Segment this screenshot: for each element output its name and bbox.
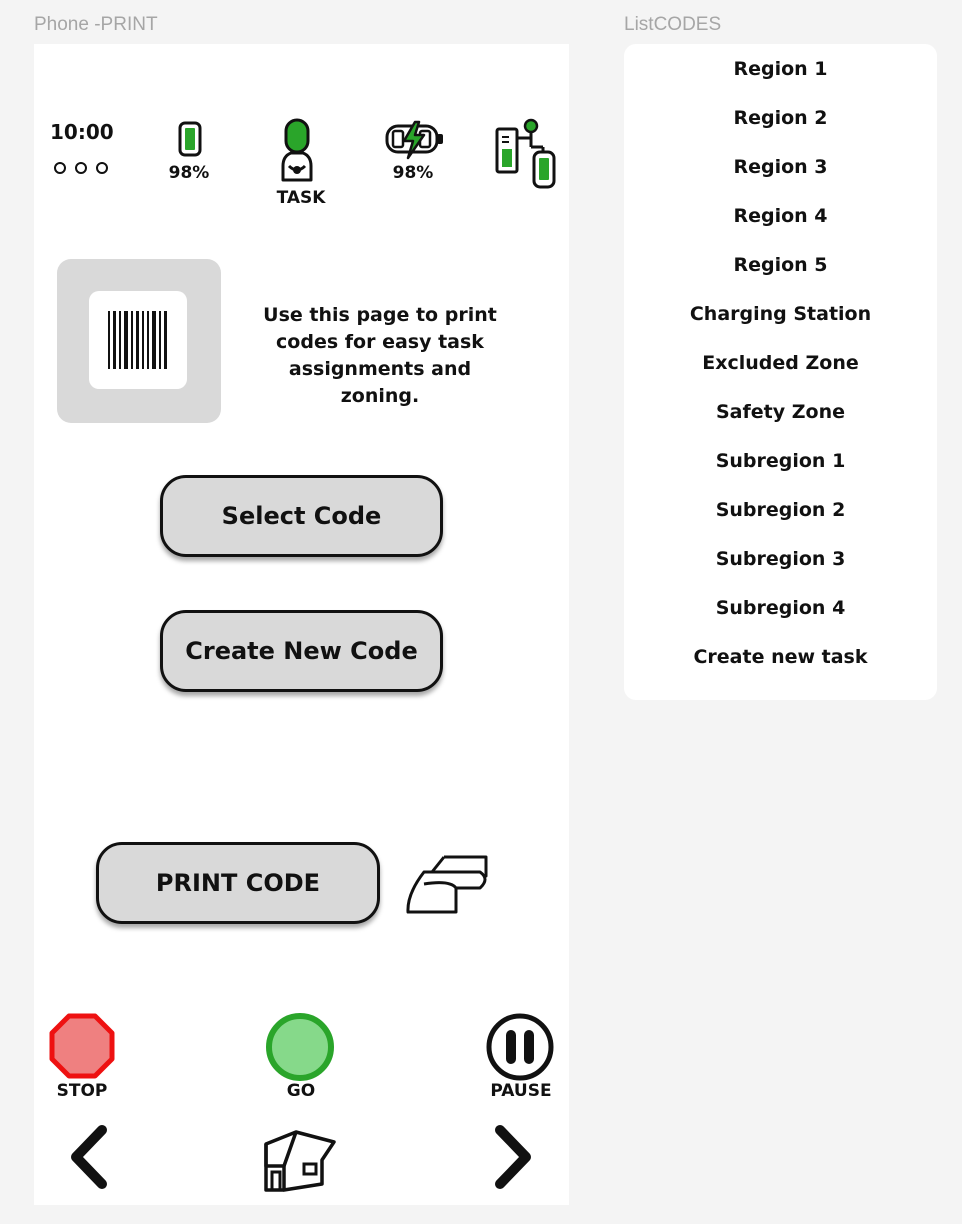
forward-chevron-icon[interactable] bbox=[490, 1122, 536, 1192]
code-item-subregion-3[interactable]: Subregion 3 bbox=[715, 548, 846, 570]
code-list-panel bbox=[624, 44, 937, 700]
code-item-region-1[interactable]: Region 1 bbox=[733, 58, 828, 80]
task-person-icon[interactable] bbox=[277, 118, 317, 184]
print-code-button[interactable]: PRINT CODE bbox=[96, 842, 380, 924]
back-chevron-icon[interactable] bbox=[66, 1122, 112, 1192]
code-item-region-3[interactable]: Region 3 bbox=[733, 156, 828, 178]
printer-paper-icon bbox=[404, 854, 492, 916]
robot-battery-percent: 98% bbox=[392, 163, 434, 183]
list-frame-label: ListCODES bbox=[624, 14, 722, 35]
code-item-region-2[interactable]: Region 2 bbox=[733, 107, 828, 129]
pause-icon[interactable] bbox=[485, 1012, 555, 1082]
more-menu-icon[interactable] bbox=[54, 162, 108, 174]
go-label: GO bbox=[286, 1081, 316, 1101]
code-item-subregion-1[interactable]: Subregion 1 bbox=[715, 450, 846, 472]
stop-icon[interactable] bbox=[49, 1013, 115, 1079]
code-item-excluded-zone[interactable]: Excluded Zone bbox=[702, 352, 859, 374]
phone-frame-label: Phone -PRINT bbox=[34, 14, 158, 35]
select-code-button[interactable]: Select Code bbox=[160, 475, 443, 557]
charging-battery-icon bbox=[384, 120, 446, 160]
phone-screen bbox=[34, 44, 569, 1205]
stop-label: STOP bbox=[56, 1081, 108, 1101]
task-label: TASK bbox=[276, 188, 326, 208]
code-item-charging-station[interactable]: Charging Station bbox=[689, 303, 872, 325]
network-devices-icon[interactable] bbox=[494, 116, 558, 190]
phone-battery-icon bbox=[178, 121, 202, 157]
code-item-subregion-4[interactable]: Subregion 4 bbox=[715, 597, 846, 619]
create-new-code-button[interactable]: Create New Code bbox=[160, 610, 443, 692]
go-icon[interactable] bbox=[265, 1012, 335, 1082]
device-battery-percent: 98% bbox=[168, 163, 210, 183]
page-description: Use this page to print codes for easy task assignments and zoning. bbox=[263, 304, 497, 407]
code-item-region-4[interactable]: Region 4 bbox=[733, 205, 828, 227]
barcode-illustration bbox=[57, 259, 221, 423]
clock: 10:00 bbox=[50, 120, 114, 144]
pause-label: PAUSE bbox=[490, 1081, 552, 1101]
code-item-region-5[interactable]: Region 5 bbox=[733, 254, 828, 276]
code-item-subregion-2[interactable]: Subregion 2 bbox=[715, 499, 846, 521]
barcode-icon bbox=[89, 291, 187, 389]
code-item-safety-zone[interactable]: Safety Zone bbox=[716, 401, 845, 423]
code-item-create-new-task[interactable]: Create new task bbox=[693, 646, 868, 668]
home-icon[interactable] bbox=[260, 1126, 340, 1194]
